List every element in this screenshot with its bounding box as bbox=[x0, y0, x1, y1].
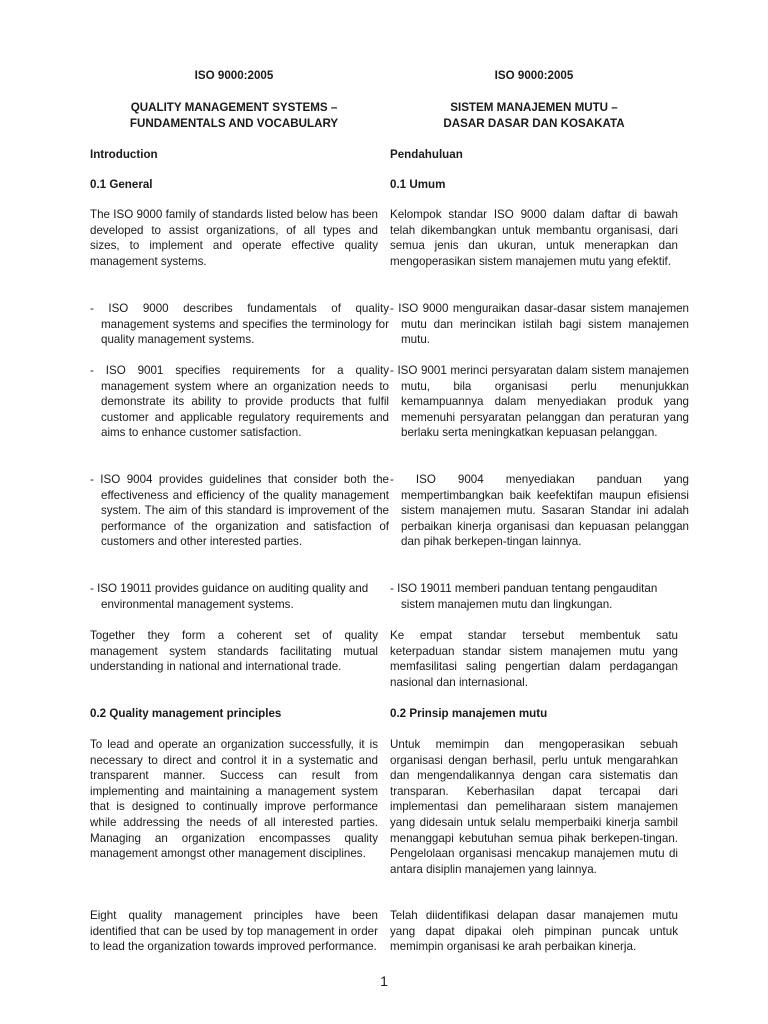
together-paragraph: Ke empat standar tersebut membentuk satu keterpaduan standar sistem manajemen mutu yang memfasilitasi saling pengertian dalam perdagangan nasional dan internasional. bbox=[390, 629, 678, 689]
document-title-line2: FUNDAMENTALS AND VOCABULARY bbox=[129, 117, 339, 130]
list-item-iso-9000: - ISO 9000 describes fundamentals of quality management systems and specifies the terminology for quality management systems. bbox=[90, 302, 389, 347]
eight-principles-paragraph: Eight quality management principles have been identified that can be used by top management in order to lead the organization towards improved performance. bbox=[90, 909, 378, 954]
list-item-iso-9004: - ISO 9004 provides guidelines that consider both the effectiveness and efficiency of the quality management system. The aim of this standard is improvement of the performance of the organization and satisfaction of customers and other interested parties. bbox=[90, 473, 389, 549]
document-title-line1: SISTEM MANAJEMEN MUTU – bbox=[450, 101, 618, 114]
together-paragraph: Together they form a coherent set of quality management system standards facilitating mutual understanding in national and international trade. bbox=[90, 629, 378, 674]
list-item-iso-9004: - ISO 9004 menyediakan panduan yang mempertimbangkan baik keefektifan maupun efisiensi sistem manajemen mutu. Sasaran Standar ini adalah perbaikan kinerja organisasi dan kepuasan pelanggan dan pihak berkepen-tingan lainnya. bbox=[390, 473, 689, 549]
page-number: 1 bbox=[380, 973, 388, 989]
section-0-2-heading: 0.2 Prinsip manajemen mutu bbox=[390, 707, 548, 720]
introduction-heading: Pendahuluan bbox=[390, 148, 463, 161]
document-title-line2: DASAR DASAR DAN KOSAKATA bbox=[443, 117, 625, 130]
general-paragraph: The ISO 9000 family of standards listed below has been developed to assist organizations, of all types and sizes, to implement and operate effective quality management systems. bbox=[90, 208, 378, 268]
section-0-1-heading: 0.1 Umum bbox=[390, 178, 446, 191]
standard-code: ISO 9000:2005 bbox=[194, 69, 274, 82]
section-0-1-heading: 0.1 General bbox=[90, 178, 153, 191]
lead-paragraph: Untuk memimpin dan mengoperasikan sebuah organisasi dengan berhasil, perlu untuk mengarahkan dan mengendalikannya dengan cara sistematis dan transparan. Keberhasilan dapat tercapai dari implementasi dan pemeliharaan sistem manajemen yang didesain untuk selalu memperbaiki kinerja sambil menanggapi kebutuhan semua pihak berkepen-tingan. Pengelolaan organisasi mencakup manajemen mutu di antara disiplin manajemen yang lainnya. bbox=[390, 738, 678, 876]
eight-principles-paragraph: Telah diidentifikasi delapan dasar manajemen mutu yang dapat dipakai oleh pimpinan puncak untuk memimpin organisasi ke arah perbaikan kinerja. bbox=[390, 909, 678, 954]
lead-paragraph: To lead and operate an organization successfully, it is necessary to direct and control it in a systematic and transparent manner. Success can result from implementing and maintaining a management system that is designed to continually improve performance while addressing the needs of all interested parties. Managing an organization encompasses quality management amongst other management disciplines. bbox=[90, 738, 378, 861]
document-title-line1: QUALITY MANAGEMENT SYSTEMS – bbox=[130, 101, 338, 114]
general-paragraph: Kelompok standar ISO 9000 dalam daftar di bawah telah dikembangkan untuk membantu organisasi, dari semua jenis dan ukuran, untuk menerapkan dan mengoperasikan sistem manajemen mutu yang efektif. bbox=[390, 208, 678, 268]
standard-code: ISO 9000:2005 bbox=[494, 69, 574, 82]
list-item-iso-19011: - ISO 19011 memberi panduan tentang pengauditan sistem manajemen mutu dan lingkungan. bbox=[390, 582, 658, 611]
list-item-iso-9001: - ISO 9001 specifies requirements for a quality management system where an organization needs to demonstrate its ability to provide products that fulfil customer and applicable regulatory requirements and aims to enhance customer satisfaction. bbox=[90, 364, 389, 440]
introduction-heading: Introduction bbox=[90, 148, 158, 161]
list-item-iso-9001: - ISO 9001 merinci persyaratan dalam sistem manajemen mutu, bila organisasi perlu menunjukkan kemampuannya dalam menyediakan produk yang memenuhi persyaratan pelanggan dan peraturan yang berlaku serta meningkatkan kepuasan pelanggan. bbox=[390, 364, 689, 440]
list-item-iso-19011: - ISO 19011 provides guidance on auditing quality and environmental management systems. bbox=[90, 582, 369, 611]
section-0-2-heading: 0.2 Quality management principles bbox=[90, 707, 282, 720]
list-item-iso-9000: - ISO 9000 menguraikan dasar-dasar sistem manajemen mutu dan merincikan istilah bagi sistem manajemen mutu. bbox=[390, 302, 689, 347]
